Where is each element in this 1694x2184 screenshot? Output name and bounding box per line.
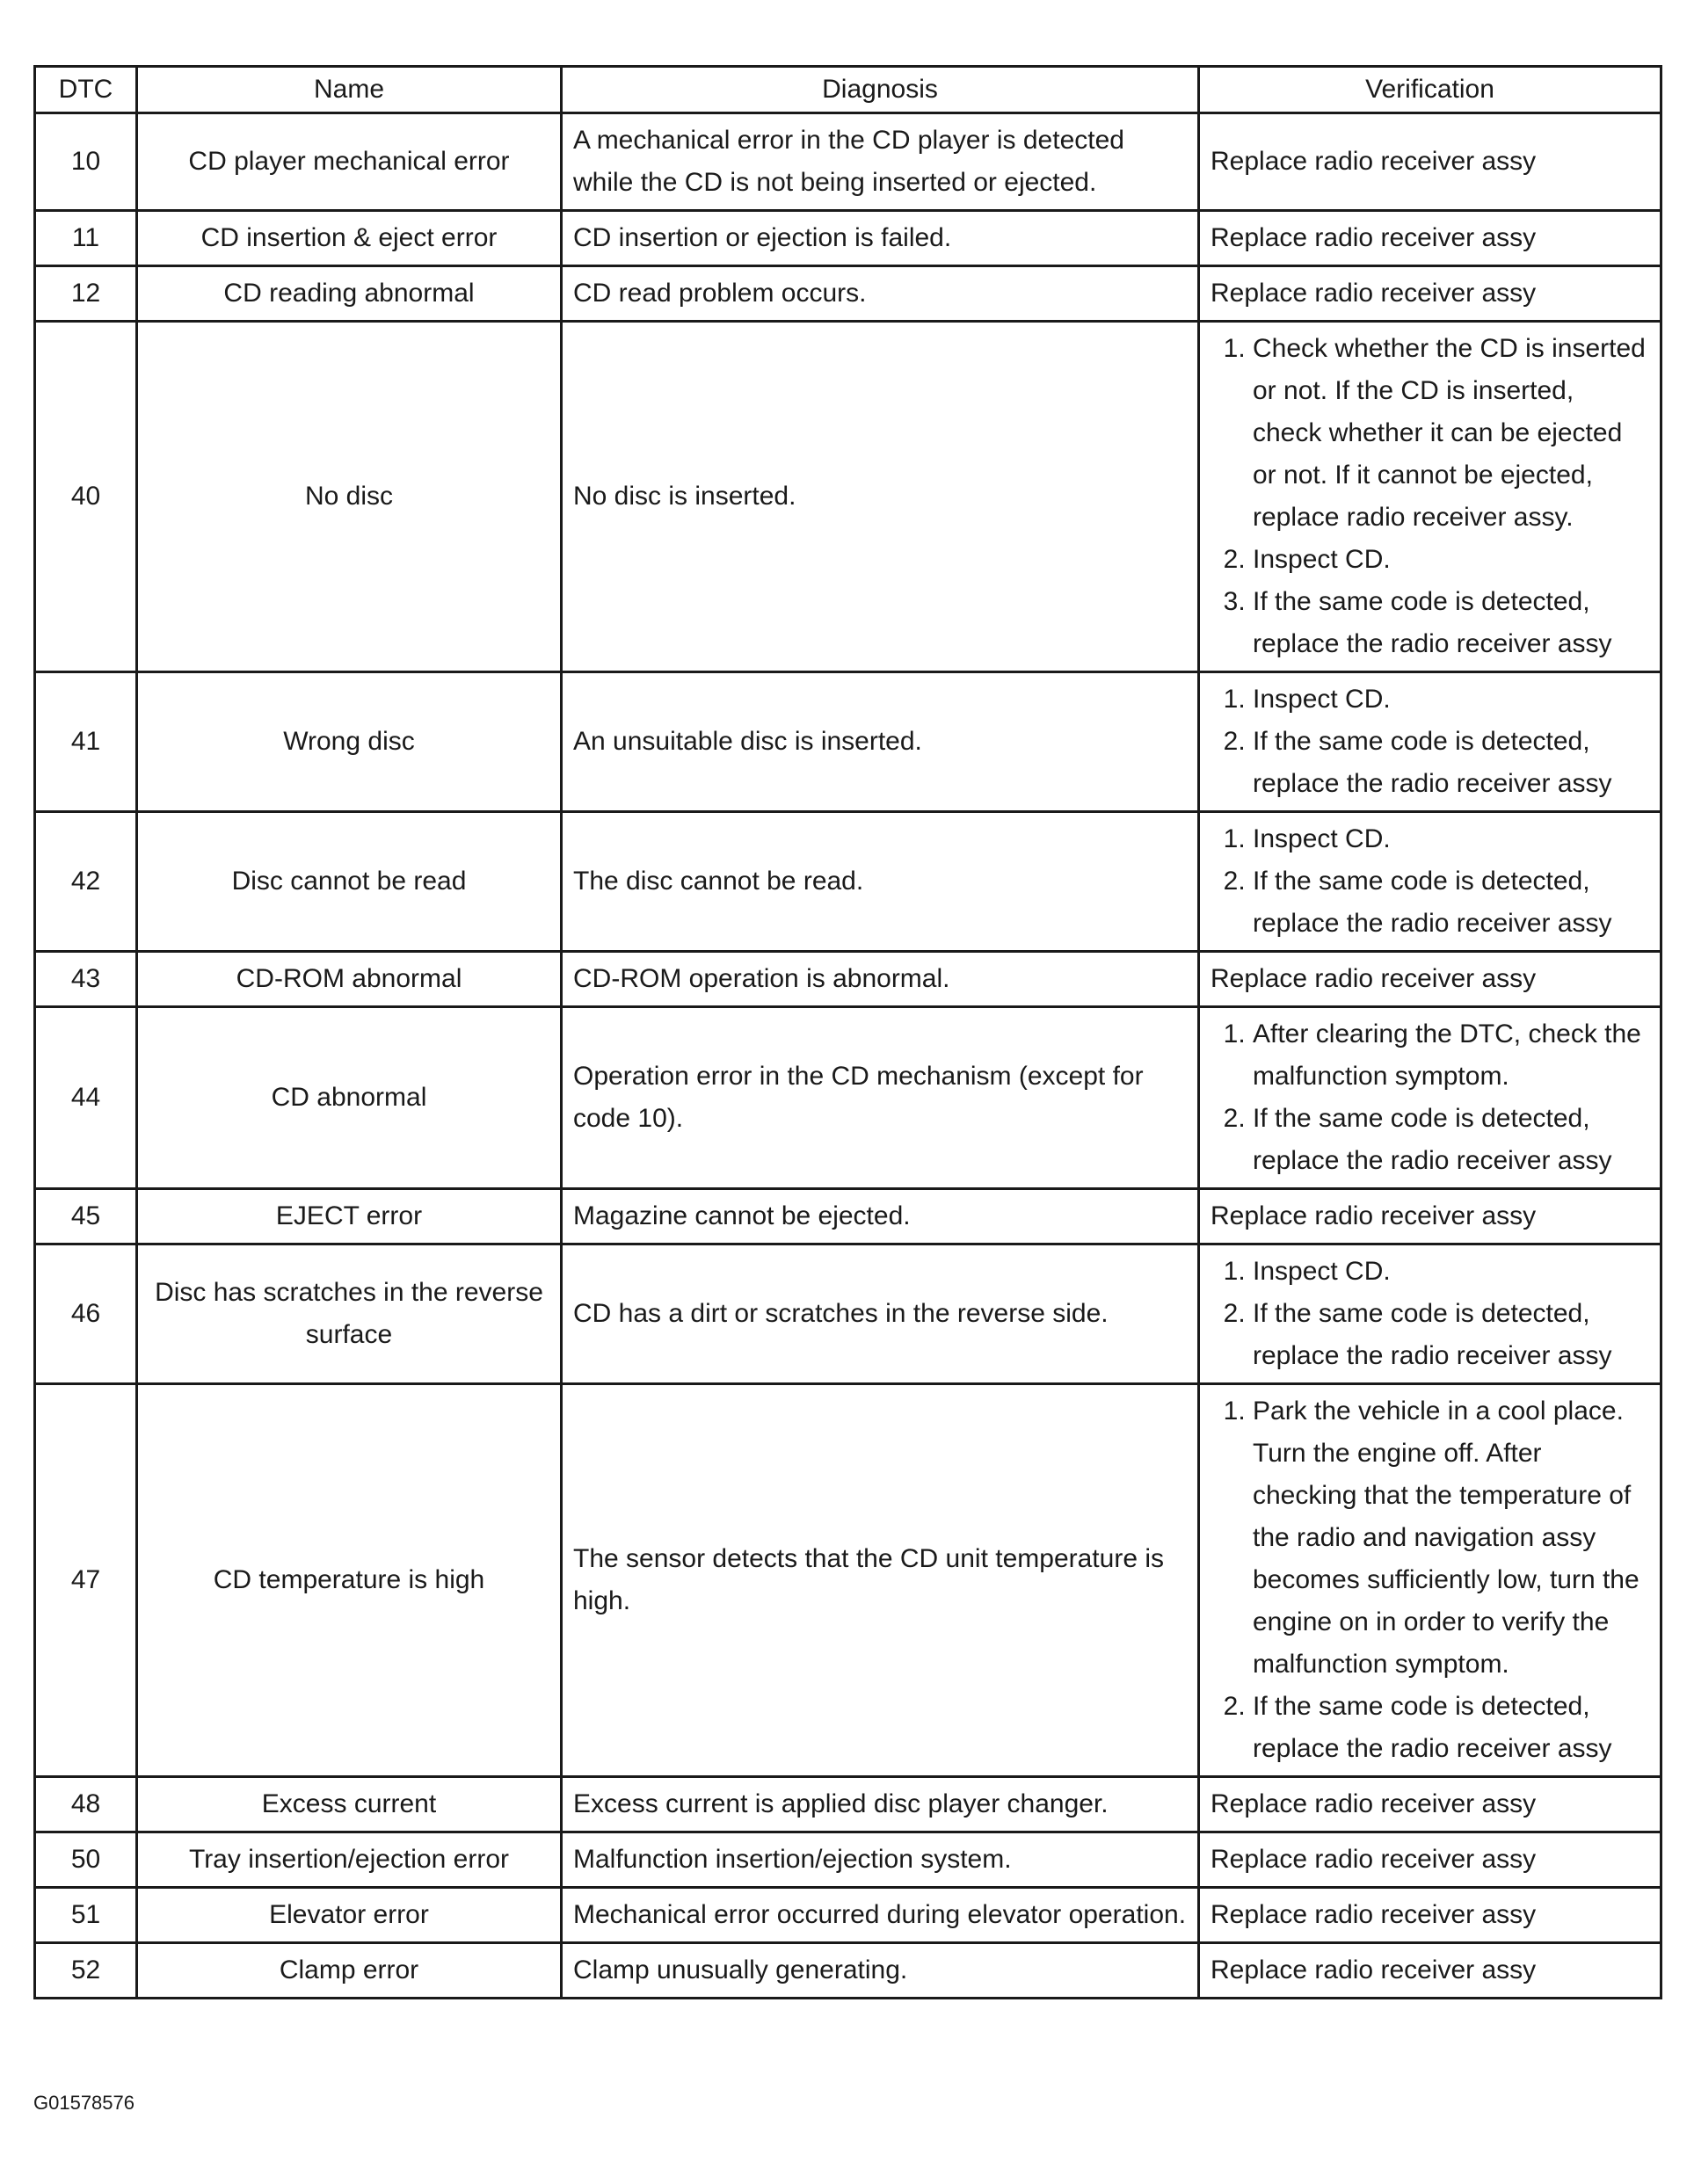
verification-steps	[1211, 1390, 1649, 1770]
dtc-verification	[1199, 1007, 1661, 1189]
dtc-verification: Replace radio receiver assy	[1199, 1832, 1661, 1888]
verification-steps	[1211, 678, 1649, 805]
dtc-code: 41	[35, 672, 137, 812]
verification-steps	[1211, 328, 1649, 665]
table-row	[35, 322, 1661, 672]
dtc-code: 43	[35, 952, 137, 1007]
dtc-diagnosis: CD-ROM operation is abnormal.	[562, 952, 1199, 1007]
dtc-name: CD insertion & eject error	[137, 211, 562, 266]
dtc-name: Disc cannot be read	[137, 812, 562, 952]
dtc-code: 48	[35, 1777, 137, 1832]
dtc-code: 10	[35, 113, 137, 211]
table-row	[35, 1384, 1661, 1777]
dtc-verification: Replace radio receiver assy	[1199, 266, 1661, 322]
table-row	[35, 1888, 1661, 1943]
dtc-verification: Replace radio receiver assy	[1199, 1888, 1661, 1943]
dtc-diagnosis: CD has a dirt or scratches in the reverse side.	[562, 1244, 1199, 1384]
dtc-diagnosis: Clamp unusually generating.	[562, 1943, 1199, 1999]
table-row	[35, 113, 1661, 211]
table-row	[35, 672, 1661, 812]
dtc-code: 47	[35, 1384, 137, 1777]
figure-id: G01578576	[33, 2092, 135, 2114]
verification-step: 2. If the same code is detected, replace the radio receiver assy	[1253, 721, 1649, 805]
dtc-name: CD temperature is high	[137, 1384, 562, 1777]
dtc-verification	[1199, 1384, 1661, 1777]
dtc-code: 46	[35, 1244, 137, 1384]
dtc-code: 52	[35, 1943, 137, 1999]
table-row	[35, 211, 1661, 266]
dtc-verification	[1199, 812, 1661, 952]
verification-step: 2. If the same code is detected, replace the radio receiver assy	[1253, 1098, 1649, 1182]
verification-steps	[1211, 1251, 1649, 1377]
dtc-verification	[1199, 1244, 1661, 1384]
dtc-diagnosis: The disc cannot be read.	[562, 812, 1199, 952]
verification-step: 1. Inspect CD.	[1253, 818, 1649, 860]
dtc-diagnosis: Operation error in the CD mechanism (except for code 10).	[562, 1007, 1199, 1189]
verification-steps	[1211, 1013, 1649, 1182]
table-row	[35, 952, 1661, 1007]
dtc-code: 45	[35, 1189, 137, 1244]
table-row	[35, 812, 1661, 952]
verification-step: 1. Check whether the CD is inserted or not. If the CD is inserted, check whether it can be ejected or not. If it cannot be ejected, replace radio receiver assy.	[1253, 328, 1649, 539]
table-row	[35, 1189, 1661, 1244]
dtc-verification	[1199, 322, 1661, 672]
dtc-diagnosis: The sensor detects that the CD unit temperature is high.	[562, 1384, 1199, 1777]
table-body	[35, 113, 1661, 1999]
dtc-verification: Replace radio receiver assy	[1199, 211, 1661, 266]
dtc-name: Clamp error	[137, 1943, 562, 1999]
dtc-diagnosis: Excess current is applied disc player changer.	[562, 1777, 1199, 1832]
dtc-name: Excess current	[137, 1777, 562, 1832]
dtc-name: CD abnormal	[137, 1007, 562, 1189]
dtc-diagnosis: An unsuitable disc is inserted.	[562, 672, 1199, 812]
header-diagnosis: Diagnosis	[562, 67, 1199, 113]
dtc-code: 12	[35, 266, 137, 322]
dtc-code: 11	[35, 211, 137, 266]
dtc-verification: Replace radio receiver assy	[1199, 113, 1661, 211]
table-row	[35, 1832, 1661, 1888]
dtc-code: 50	[35, 1832, 137, 1888]
verification-step: 3. If the same code is detected, replace the radio receiver assy	[1253, 581, 1649, 665]
verification-step: 1. Inspect CD.	[1253, 678, 1649, 721]
dtc-verification: Replace radio receiver assy	[1199, 1189, 1661, 1244]
dtc-diagnosis: No disc is inserted.	[562, 322, 1199, 672]
dtc-verification: Replace radio receiver assy	[1199, 1943, 1661, 1999]
dtc-code: 42	[35, 812, 137, 952]
verification-steps	[1211, 818, 1649, 945]
dtc-verification	[1199, 672, 1661, 812]
dtc-name: CD reading abnormal	[137, 266, 562, 322]
dtc-name: Tray insertion/ejection error	[137, 1832, 562, 1888]
verification-step: 2. If the same code is detected, replace the radio receiver assy	[1253, 860, 1649, 945]
dtc-verification: Replace radio receiver assy	[1199, 1777, 1661, 1832]
table-row	[35, 1007, 1661, 1189]
verification-step: 2. Inspect CD.	[1253, 539, 1649, 581]
dtc-name: CD-ROM abnormal	[137, 952, 562, 1007]
dtc-code: 44	[35, 1007, 137, 1189]
header-dtc: DTC	[35, 67, 137, 113]
dtc-name: CD player mechanical error	[137, 113, 562, 211]
verification-step: 2. If the same code is detected, replace the radio receiver assy	[1253, 1686, 1649, 1770]
table-row	[35, 1777, 1661, 1832]
dtc-verification: Replace radio receiver assy	[1199, 952, 1661, 1007]
table-row	[35, 1244, 1661, 1384]
table-row	[35, 266, 1661, 322]
dtc-name: No disc	[137, 322, 562, 672]
dtc-diagnosis: CD insertion or ejection is failed.	[562, 211, 1199, 266]
dtc-diagnosis: Malfunction insertion/ejection system.	[562, 1832, 1199, 1888]
dtc-code: 51	[35, 1888, 137, 1943]
header-name: Name	[137, 67, 562, 113]
verification-step: 1. Inspect CD.	[1253, 1251, 1649, 1293]
dtc-code: 40	[35, 322, 137, 672]
dtc-name: Disc has scratches in the reverse surface	[137, 1244, 562, 1384]
dtc-diagnosis: Magazine cannot be ejected.	[562, 1189, 1199, 1244]
verification-step: 2. If the same code is detected, replace the radio receiver assy	[1253, 1293, 1649, 1377]
table-row	[35, 1943, 1661, 1999]
dtc-name: Wrong disc	[137, 672, 562, 812]
verification-step: 1. After clearing the DTC, check the malfunction symptom.	[1253, 1013, 1649, 1098]
header-verification: Verification	[1199, 67, 1661, 113]
dtc-name: EJECT error	[137, 1189, 562, 1244]
header-row	[35, 67, 1661, 113]
dtc-name: Elevator error	[137, 1888, 562, 1943]
dtc-diagnosis: Mechanical error occurred during elevator operation.	[562, 1888, 1199, 1943]
dtc-diagnosis: CD read problem occurs.	[562, 266, 1199, 322]
verification-step: 1. Park the vehicle in a cool place. Turn the engine off. After checking that the temperature of the radio and navigation assy becomes sufficiently low, turn the engine on in order to verify the malfunction symptom.	[1253, 1390, 1649, 1686]
dtc-diagnosis: A mechanical error in the CD player is detected while the CD is not being inserted or ejected.	[562, 113, 1199, 211]
dtc-table	[33, 65, 1662, 1999]
